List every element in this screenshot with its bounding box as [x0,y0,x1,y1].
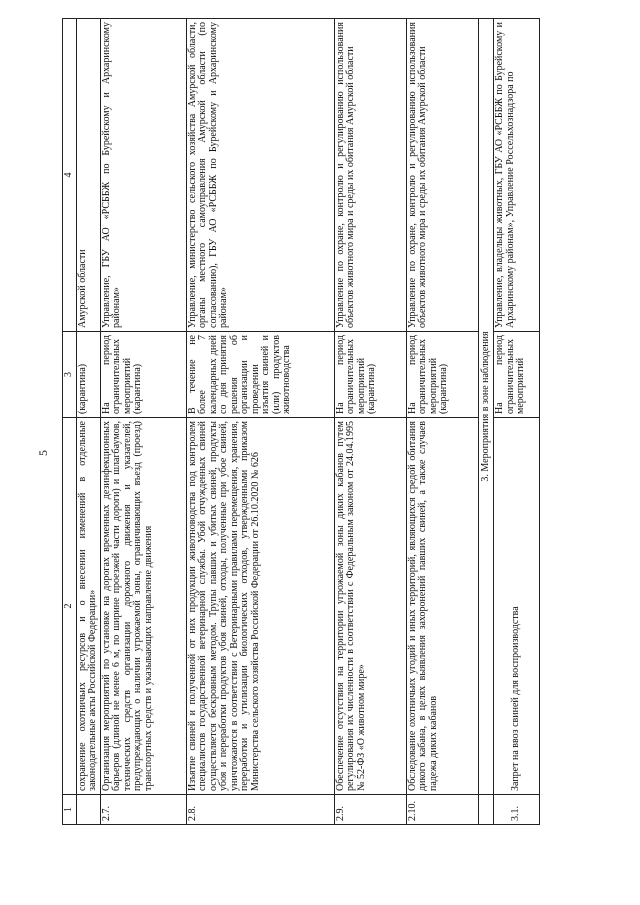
term-cell: (карантина) [76,332,100,418]
measure-cell: Обеспечение отсутствия на территории угрожаемой зоны диких кабанов путем регулирования их численности в соответствии с Федеральным законом от 24.04.1995 № 52-ФЗ «О животном мире» [334,418,406,795]
responsible-cell: Управление, владельцы животных, ГБУ АО «РСББЖ по Бурейскому и Архаринскому районам», Управление Россельхознадзора по [494,19,540,332]
responsible-cell: Управление по охране, контролю и регулированию использования объектов животного мира и среды их обитания Амурской области [406,19,478,332]
row-number: 2.8. [186,795,334,825]
row-number: 2.10. [406,795,478,825]
measure-cell: сохранение охотничьих ресурсов и о внесении изменений в отдельные законодательные акты Российской Федерации» [76,418,100,795]
responsible-cell: Управление, министерство сельского хозяйства Амурской области, органы местного самоуправления Амурской области (по согласованию), ГБУ АО «РСББЖ по Бурейскому и Архаринскому районам» [186,19,334,332]
table-row [76,19,100,825]
term-cell: В течение не более 7 календарных дней со дня принятия решения об организации и проведении изъятия свиней и (или) продуктов животноводства [186,332,334,418]
page-number: 5 [36,450,50,456]
term-cell: На период ограничительных мероприятий (карантина) [100,332,186,418]
measure-cell: Изъятие свиней и полученной от них продукции животноводства под контролем специалистов государственной ветеринарной службы. Убой отчужденных свиней осуществляется бескровным методом. Трупы павших и убитых свиней, продукты убоя и переработки продуктов убоя свиней, отходы, полученные при убое свиней, уничтожаются в соответствии с Ветеринарными правилами перемещения, хранения, переработки и утилизации биологических отходов, утвержденными приказом Министерства сельского хозяйства Российской Федерации от 26.10.2020 № 626 [186,418,334,795]
measures-table [62,18,540,825]
responsible-cell: Управление по охране, контролю и регулированию использования объектов животного мира и среды их обитания Амурской области [334,19,406,332]
table-row [334,19,406,825]
header-col-3: 3 [63,332,77,418]
empty-cell [478,795,494,825]
row-number: 2.7. [100,795,186,825]
table-row [406,19,478,825]
row-number: 2.9. [334,795,406,825]
table-header-row [63,19,77,825]
table-row [494,19,540,825]
row-number [76,795,100,825]
term-cell: На период ограничительных мероприятий (карантина) [334,332,406,418]
section-heading-row [478,19,494,825]
measure-cell: Обследование охотничьих угодий и иных территорий, являющихся средой обитания дикого кабана, в целях выявления захоронений павших свиней, а также случаев падежа диких кабанов [406,418,478,795]
responsible-cell: Управление, ГБУ АО «РСББЖ по Бурейскому и Архаринскому районам» [100,19,186,332]
measure-cell: Организация мероприятий по установке на дорогах временных дезинфекционных барьеров (длиной не менее 6 м, по ширине проезжей части дороги) и шлагбаумов, технических средств организации дорожного движения и указателей, предупреждающих о наличии угрожаемой зоны, ограничивающих въезд (проезд) транспортных средств и указывающих направление движения [100,418,186,795]
header-col-4: 4 [63,19,77,332]
measure-cell: Запрет на ввоз свиней для воспроизводства [494,418,540,795]
table-row [186,19,334,825]
responsible-cell: Амурской области [76,19,100,332]
header-col-1: 1 [63,795,77,825]
row-number: 3.1. [494,795,540,825]
term-cell: На период ограничительных мероприятий (карантина) [406,332,478,418]
header-col-2: 2 [63,418,77,795]
section-3-title: 3. Мероприятия в зоне наблюдения [478,19,494,795]
term-cell: На период ограничительных мероприятий [494,332,540,418]
table-row [100,19,186,825]
